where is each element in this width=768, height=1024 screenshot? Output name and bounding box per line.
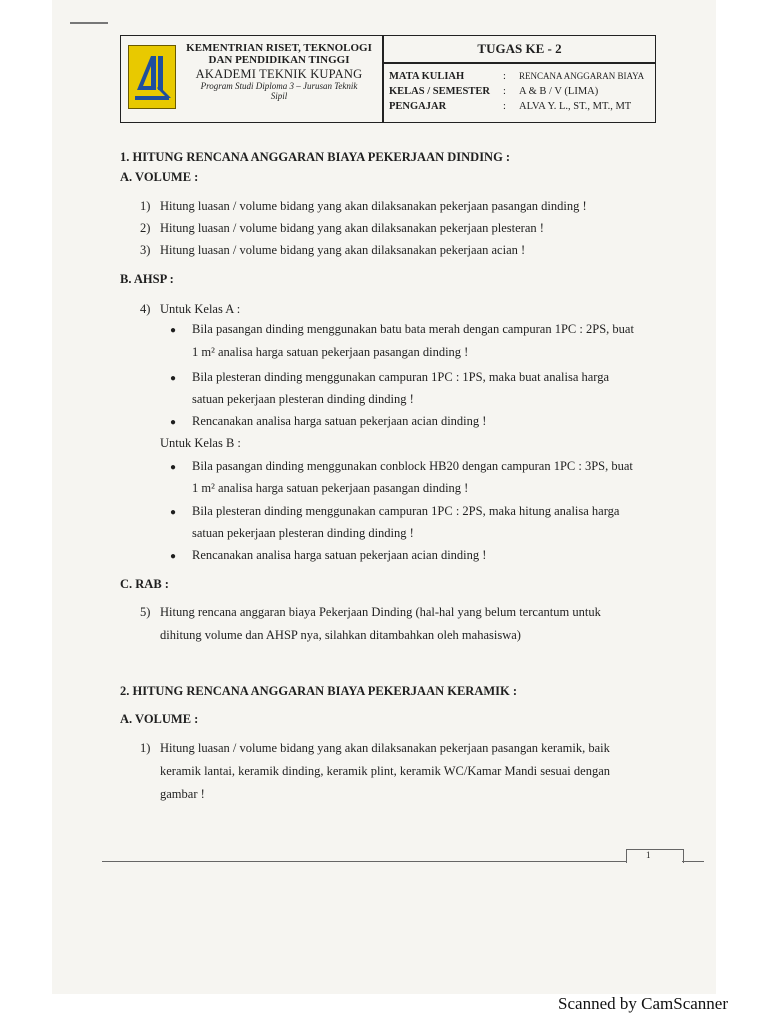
item-text: dihitung volume dan AHSP nya, silahkan ditambahkan oleh mahasiswa) (160, 628, 521, 642)
item-number: 1) (140, 741, 151, 755)
item-number: 1) (140, 199, 151, 213)
item-text: Hitung luasan / volume bidang yang akan dilaksanakan pekerjaan plesteran ! (160, 221, 544, 235)
program-line: Program Studi Diploma 3 – Jurusan Teknik (200, 80, 358, 91)
bullet-text: Bila plesteran dinding menggunakan campuran 1PC : 2PS, maka hitung analisa harga (192, 504, 620, 518)
bullet-text: Bila pasangan dinding menggunakan conblock HB20 dengan campuran 1PC : 3PS, buat (192, 459, 633, 473)
bullet-icon: ● (170, 462, 177, 473)
bullet-icon: ● (170, 417, 177, 428)
meta-value: RENCANA ANGGARAN BIAYA (519, 71, 645, 81)
footer-line (682, 861, 704, 862)
meta-value: ALVA Y. L., ST., MT., MT (519, 101, 632, 112)
bullet-icon: ● (170, 507, 177, 518)
section-2-heading: 2. HITUNG RENCANA ANGGARAN BIAYA PEKERJAAN KERAMIK : (120, 684, 518, 698)
institution-line: DAN PENDIDIKAN TINGGI (208, 54, 350, 67)
meta-key: MATA KULIAH (389, 71, 465, 82)
page-number: 1 (646, 850, 651, 860)
meta-key: PENGAJAR (389, 101, 447, 112)
item-text: Hitung rencana anggaran biaya Pekerjaan Dinding (hal-hal yang belum tercantum untuk (160, 605, 601, 619)
section-1b-heading: B. AHSP : (120, 272, 174, 286)
meta-colon: : (503, 71, 506, 82)
meta-colon: : (503, 86, 506, 97)
bullet-text: Rencanakan analisa harga satuan pekerjaan acian dinding ! (192, 548, 487, 562)
item-number: 2) (140, 221, 151, 235)
header-table (120, 35, 656, 123)
institution-logo (128, 45, 176, 109)
footer-line (102, 861, 626, 862)
class-b-label: Untuk Kelas B : (160, 436, 241, 450)
page-number-box (626, 849, 684, 863)
meta-row-lecturer (389, 99, 655, 114)
meta-value: A & B / V (LIMA) (519, 86, 599, 97)
bullet-icon: ● (170, 373, 177, 384)
meta-row-class (389, 84, 655, 99)
section-1c-heading: C. RAB : (120, 577, 169, 591)
item-text: Hitung luasan / volume bidang yang akan dilaksanakan pekerjaan acian ! (160, 243, 526, 257)
meta-colon: : (503, 101, 506, 112)
bullet-text: 1 m² analisa harga satuan pekerjaan pasangan dinding ! (192, 345, 469, 359)
program-line: Sipil (270, 90, 288, 101)
bullet-text: satuan pekerjaan plesteran dinding dinding ! (192, 526, 414, 540)
bullet-text: Rencanakan analisa harga satuan pekerjaan acian dinding ! (192, 414, 487, 428)
section-1-heading: 1. HITUNG RENCANA ANGGARAN BIAYA PEKERJAAN DINDING : (120, 150, 511, 164)
course-meta (389, 69, 655, 114)
scanner-watermark: Scanned by CamScanner (558, 994, 728, 1013)
item-number: 3) (140, 243, 151, 257)
item-number: 5) (140, 605, 151, 619)
section-1a-heading: A. VOLUME : (120, 170, 199, 184)
meta-row-course (389, 69, 655, 84)
class-a-label: Untuk Kelas A : (160, 302, 241, 316)
bullet-text: 1 m² analisa harga satuan pekerjaan pasangan dinding ! (192, 481, 469, 495)
item-text: Hitung luasan / volume bidang yang akan dilaksanakan pekerjaan pasangan keramik, baik (160, 741, 610, 755)
scan-mark (70, 22, 108, 24)
academy-name: AKADEMI TEKNIK KUPANG (195, 66, 363, 81)
bullet-text: satuan pekerjaan plesteran dinding dinding ! (192, 392, 414, 406)
meta-key: KELAS / SEMESTER (389, 86, 490, 97)
bullet-text: Bila pasangan dinding menggunakan batu bata merah dengan campuran 1PC : 2PS, buat (192, 322, 634, 336)
section-2a-heading: A. VOLUME : (120, 712, 199, 726)
institution-block (181, 42, 377, 101)
assignment-title: TUGAS KE - 2 (477, 41, 562, 56)
bullet-text: Bila plesteran dinding menggunakan campuran 1PC : 1PS, maka buat analisa harga (192, 370, 610, 384)
item-number: 4) (140, 302, 151, 316)
item-text: Hitung luasan / volume bidang yang akan dilaksanakan pekerjaan pasangan dinding ! (160, 199, 587, 213)
bullet-icon: ● (170, 551, 177, 562)
item-text: keramik lantai, keramik dinding, keramik plint, keramik WC/Kamar Mandi sesuai dengan (160, 764, 610, 778)
institution-line: KEMENTRIAN RISET, TEKNOLOGI (186, 42, 372, 54)
header-hline (382, 62, 655, 64)
bullet-icon: ● (170, 325, 177, 336)
item-text: gambar ! (160, 787, 205, 801)
